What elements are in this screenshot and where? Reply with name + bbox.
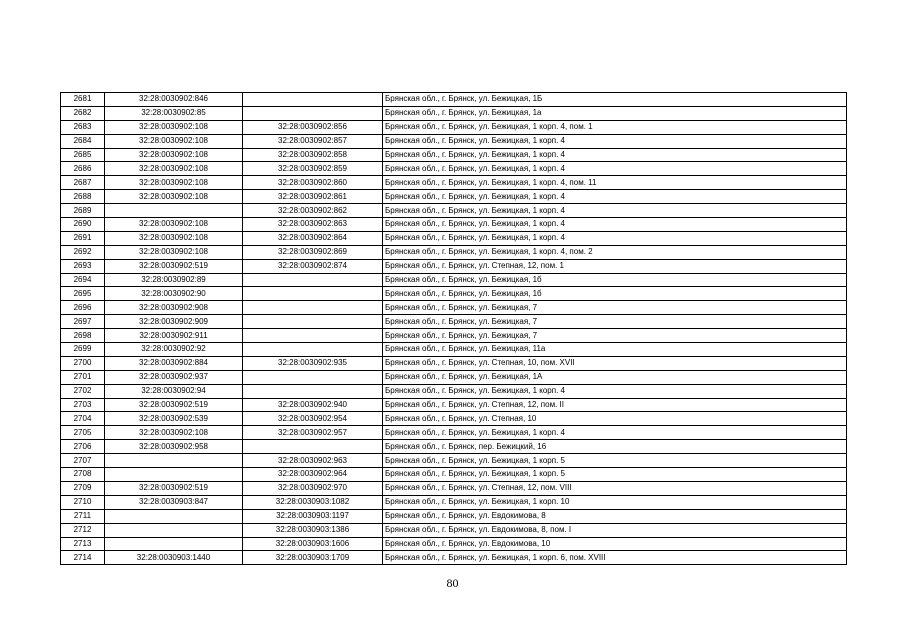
address-cell: Брянская обл., г. Брянск, ул. Бежицкая, 1 корп. 4 — [383, 384, 847, 398]
row-number-cell: 2712 — [61, 523, 105, 537]
address-cell: Брянская обл., г. Брянск, ул. Евдокимова, 8, пом. I — [383, 523, 847, 537]
row-number-cell: 2702 — [61, 384, 105, 398]
parcel-cadastral-number-cell: 32:28:0030902:884 — [105, 356, 243, 370]
table-row — [61, 301, 847, 315]
address-cell: Брянская обл., г. Брянск, ул. Бежицкая, 1А — [383, 370, 847, 384]
row-number-cell: 2694 — [61, 273, 105, 287]
object-cadastral-number-cell — [243, 301, 383, 315]
address-cell: Брянская обл., г. Брянск, ул. Бежицкая, 1 корп. 4, пом. 2 — [383, 245, 847, 259]
parcel-cadastral-number-cell — [105, 468, 243, 482]
parcel-cadastral-number-cell: 32:28:0030902:539 — [105, 412, 243, 426]
parcel-cadastral-number-cell — [105, 204, 243, 218]
address-cell: Брянская обл., г. Брянск, ул. Бежицкая, 7 — [383, 301, 847, 315]
object-cadastral-number-cell: 32:28:0030902:863 — [243, 218, 383, 232]
row-number-cell: 2714 — [61, 551, 105, 565]
address-cell: Брянская обл., г. Брянск, ул. Бежицкая, 1 корп. 4 — [383, 162, 847, 176]
address-cell: Брянская обл., г. Брянск, ул. Степная, 12, пом. VIII — [383, 481, 847, 495]
row-number-cell: 2707 — [61, 454, 105, 468]
address-cell: Брянская обл., г. Брянск, ул. Бежицкая, 1 корп. 4 — [383, 218, 847, 232]
table-row — [61, 537, 847, 551]
table-row — [61, 481, 847, 495]
object-cadastral-number-cell: 32:28:0030903:1606 — [243, 537, 383, 551]
table-row — [61, 204, 847, 218]
parcel-cadastral-number-cell: 32:28:0030902:937 — [105, 370, 243, 384]
row-number-cell: 2689 — [61, 204, 105, 218]
parcel-cadastral-number-cell — [105, 454, 243, 468]
object-cadastral-number-cell — [243, 329, 383, 343]
table-row — [61, 551, 847, 565]
parcel-cadastral-number-cell: 32:28:0030902:92 — [105, 343, 243, 357]
address-cell: Брянская обл., г. Брянск, ул. Бежицкая, 1 корп. 4 — [383, 190, 847, 204]
table-row — [61, 356, 847, 370]
address-cell: Брянская обл., г. Брянск, ул. Бежицкая, 1б — [383, 273, 847, 287]
address-cell: Брянская обл., г. Брянск, ул. Степная, 12, пом. 1 — [383, 259, 847, 273]
row-number-cell: 2687 — [61, 176, 105, 190]
object-cadastral-number-cell: 32:28:0030902:861 — [243, 190, 383, 204]
address-cell: Брянская обл., г. Брянск, ул. Бежицкая, 7 — [383, 329, 847, 343]
table-row — [61, 259, 847, 273]
object-cadastral-number-cell: 32:28:0030902:940 — [243, 398, 383, 412]
parcel-cadastral-number-cell: 32:28:0030902:108 — [105, 134, 243, 148]
object-cadastral-number-cell: 32:28:0030902:856 — [243, 120, 383, 134]
parcel-cadastral-number-cell: 32:28:0030902:108 — [105, 218, 243, 232]
parcel-cadastral-number-cell — [105, 509, 243, 523]
table-row — [61, 120, 847, 134]
row-number-cell: 2709 — [61, 481, 105, 495]
registry-table — [60, 92, 847, 565]
object-cadastral-number-cell — [243, 440, 383, 454]
table-row — [61, 454, 847, 468]
row-number-cell: 2681 — [61, 93, 105, 107]
parcel-cadastral-number-cell: 32:28:0030902:108 — [105, 190, 243, 204]
object-cadastral-number-cell — [243, 384, 383, 398]
row-number-cell: 2706 — [61, 440, 105, 454]
table-row — [61, 329, 847, 343]
address-cell: Брянская обл., г. Брянск, ул. Бежицкая, 1а — [383, 106, 847, 120]
table-row — [61, 93, 847, 107]
parcel-cadastral-number-cell: 32:28:0030902:85 — [105, 106, 243, 120]
table-row — [61, 148, 847, 162]
row-number-cell: 2699 — [61, 343, 105, 357]
parcel-cadastral-number-cell: 32:28:0030902:519 — [105, 398, 243, 412]
address-cell: Брянская обл., г. Брянск, ул. Бежицкая, 1 корп. 4 — [383, 148, 847, 162]
object-cadastral-number-cell: 32:28:0030903:1082 — [243, 495, 383, 509]
address-cell: Брянская обл., г. Брянск, ул. Бежицкая, 11а — [383, 343, 847, 357]
row-number-cell: 2703 — [61, 398, 105, 412]
parcel-cadastral-number-cell: 32:28:0030902:846 — [105, 93, 243, 107]
parcel-cadastral-number-cell: 32:28:0030902:519 — [105, 481, 243, 495]
object-cadastral-number-cell — [243, 106, 383, 120]
row-number-cell: 2700 — [61, 356, 105, 370]
object-cadastral-number-cell: 32:28:0030902:874 — [243, 259, 383, 273]
address-cell: Брянская обл., г. Брянск, ул. Бежицкая, 1б — [383, 287, 847, 301]
table-row — [61, 134, 847, 148]
row-number-cell: 2688 — [61, 190, 105, 204]
table-row — [61, 370, 847, 384]
table-row — [61, 412, 847, 426]
address-cell: Брянская обл., г. Брянск, ул. Степная, 12, пом. II — [383, 398, 847, 412]
row-number-cell: 2704 — [61, 412, 105, 426]
address-cell: Брянская обл., г. Брянск, ул. Бежицкая, 1 корп. 10 — [383, 495, 847, 509]
table-row — [61, 468, 847, 482]
object-cadastral-number-cell: 32:28:0030902:964 — [243, 468, 383, 482]
table-row — [61, 287, 847, 301]
object-cadastral-number-cell: 32:28:0030902:859 — [243, 162, 383, 176]
object-cadastral-number-cell: 32:28:0030902:869 — [243, 245, 383, 259]
address-cell: Брянская обл., г. Брянск, ул. Бежицкая, 1 корп. 4, пом. 1 — [383, 120, 847, 134]
row-number-cell: 2682 — [61, 106, 105, 120]
address-cell: Брянская обл., г. Брянск, ул. Евдокимова, 8 — [383, 509, 847, 523]
object-cadastral-number-cell: 32:28:0030902:957 — [243, 426, 383, 440]
object-cadastral-number-cell: 32:28:0030902:970 — [243, 481, 383, 495]
parcel-cadastral-number-cell: 32:28:0030902:908 — [105, 301, 243, 315]
object-cadastral-number-cell — [243, 287, 383, 301]
parcel-cadastral-number-cell: 32:28:0030902:958 — [105, 440, 243, 454]
row-number-cell: 2691 — [61, 231, 105, 245]
parcel-cadastral-number-cell: 32:28:0030902:519 — [105, 259, 243, 273]
table-row — [61, 231, 847, 245]
table-row — [61, 106, 847, 120]
address-cell: Брянская обл., г. Брянск, ул. Бежицкая, 7 — [383, 315, 847, 329]
object-cadastral-number-cell — [243, 370, 383, 384]
address-cell: Брянская обл., г. Брянск, ул. Бежицкая, 1 корп. 4 — [383, 134, 847, 148]
row-number-cell: 2713 — [61, 537, 105, 551]
parcel-cadastral-number-cell: 32:28:0030902:108 — [105, 120, 243, 134]
object-cadastral-number-cell: 32:28:0030902:858 — [243, 148, 383, 162]
table-row — [61, 273, 847, 287]
table-row — [61, 398, 847, 412]
address-cell: Брянская обл., г. Брянск, пер. Бежицкий, 16 — [383, 440, 847, 454]
registry-table-body — [61, 93, 847, 565]
parcel-cadastral-number-cell: 32:28:0030902:108 — [105, 176, 243, 190]
table-row — [61, 384, 847, 398]
object-cadastral-number-cell: 32:28:0030902:963 — [243, 454, 383, 468]
row-number-cell: 2701 — [61, 370, 105, 384]
object-cadastral-number-cell — [243, 315, 383, 329]
object-cadastral-number-cell: 32:28:0030903:1709 — [243, 551, 383, 565]
parcel-cadastral-number-cell: 32:28:0030902:89 — [105, 273, 243, 287]
parcel-cadastral-number-cell: 32:28:0030902:108 — [105, 426, 243, 440]
address-cell: Брянская обл., г. Брянск, ул. Бежицкая, 1 корп. 4, пом. 11 — [383, 176, 847, 190]
row-number-cell: 2690 — [61, 218, 105, 232]
parcel-cadastral-number-cell: 32:28:0030902:108 — [105, 162, 243, 176]
table-row — [61, 176, 847, 190]
object-cadastral-number-cell: 32:28:0030902:862 — [243, 204, 383, 218]
table-row — [61, 162, 847, 176]
parcel-cadastral-number-cell — [105, 537, 243, 551]
parcel-cadastral-number-cell: 32:28:0030902:94 — [105, 384, 243, 398]
row-number-cell: 2708 — [61, 468, 105, 482]
address-cell: Брянская обл., г. Брянск, ул. Бежицкая, 1 корп. 4 — [383, 231, 847, 245]
object-cadastral-number-cell: 32:28:0030902:935 — [243, 356, 383, 370]
row-number-cell: 2683 — [61, 120, 105, 134]
address-cell: Брянская обл., г. Брянск, ул. Бежицкая, 1 корп. 4 — [383, 204, 847, 218]
table-row — [61, 523, 847, 537]
parcel-cadastral-number-cell: 32:28:0030902:911 — [105, 329, 243, 343]
table-row — [61, 440, 847, 454]
object-cadastral-number-cell — [243, 93, 383, 107]
table-row — [61, 245, 847, 259]
row-number-cell: 2698 — [61, 329, 105, 343]
table-row — [61, 426, 847, 440]
parcel-cadastral-number-cell: 32:28:0030902:909 — [105, 315, 243, 329]
address-cell: Брянская обл., г. Брянск, ул. Евдокимова, 10 — [383, 537, 847, 551]
parcel-cadastral-number-cell: 32:28:0030902:108 — [105, 245, 243, 259]
object-cadastral-number-cell: 32:28:0030903:1197 — [243, 509, 383, 523]
row-number-cell: 2710 — [61, 495, 105, 509]
object-cadastral-number-cell — [243, 343, 383, 357]
table-row — [61, 190, 847, 204]
address-cell: Брянская обл., г. Брянск, ул. Бежицкая, 1 корп. 6, пом. XVIII — [383, 551, 847, 565]
parcel-cadastral-number-cell — [105, 523, 243, 537]
address-cell: Брянская обл., г. Брянск, ул. Степная, 10 — [383, 412, 847, 426]
row-number-cell: 2693 — [61, 259, 105, 273]
row-number-cell: 2686 — [61, 162, 105, 176]
parcel-cadastral-number-cell: 32:28:0030902:108 — [105, 148, 243, 162]
row-number-cell: 2692 — [61, 245, 105, 259]
row-number-cell: 2711 — [61, 509, 105, 523]
parcel-cadastral-number-cell: 32:28:0030902:90 — [105, 287, 243, 301]
row-number-cell: 2705 — [61, 426, 105, 440]
row-number-cell: 2696 — [61, 301, 105, 315]
table-row — [61, 343, 847, 357]
address-cell: Брянская обл., г. Брянск, ул. Бежицкая, 1 корп. 4 — [383, 426, 847, 440]
object-cadastral-number-cell: 32:28:0030902:860 — [243, 176, 383, 190]
parcel-cadastral-number-cell: 32:28:0030902:108 — [105, 231, 243, 245]
row-number-cell: 2685 — [61, 148, 105, 162]
parcel-cadastral-number-cell: 32:28:0030903:1440 — [105, 551, 243, 565]
table-row — [61, 495, 847, 509]
table-row — [61, 218, 847, 232]
row-number-cell: 2684 — [61, 134, 105, 148]
object-cadastral-number-cell: 32:28:0030902:954 — [243, 412, 383, 426]
address-cell: Брянская обл., г. Брянск, ул. Бежицкая, 1 корп. 5 — [383, 454, 847, 468]
row-number-cell: 2697 — [61, 315, 105, 329]
object-cadastral-number-cell: 32:28:0030903:1386 — [243, 523, 383, 537]
row-number-cell: 2695 — [61, 287, 105, 301]
table-row — [61, 509, 847, 523]
address-cell: Брянская обл., г. Брянск, ул. Степная, 10, пом. XVII — [383, 356, 847, 370]
parcel-cadastral-number-cell: 32:28:0030903:847 — [105, 495, 243, 509]
object-cadastral-number-cell: 32:28:0030902:864 — [243, 231, 383, 245]
object-cadastral-number-cell: 32:28:0030902:857 — [243, 134, 383, 148]
page-number: 80 — [446, 576, 459, 590]
table-row — [61, 315, 847, 329]
address-cell: Брянская обл., г. Брянск, ул. Бежицкая, 1Б — [383, 93, 847, 107]
address-cell: Брянская обл., г. Брянск, ул. Бежицкая, 1 корп. 5 — [383, 468, 847, 482]
object-cadastral-number-cell — [243, 273, 383, 287]
